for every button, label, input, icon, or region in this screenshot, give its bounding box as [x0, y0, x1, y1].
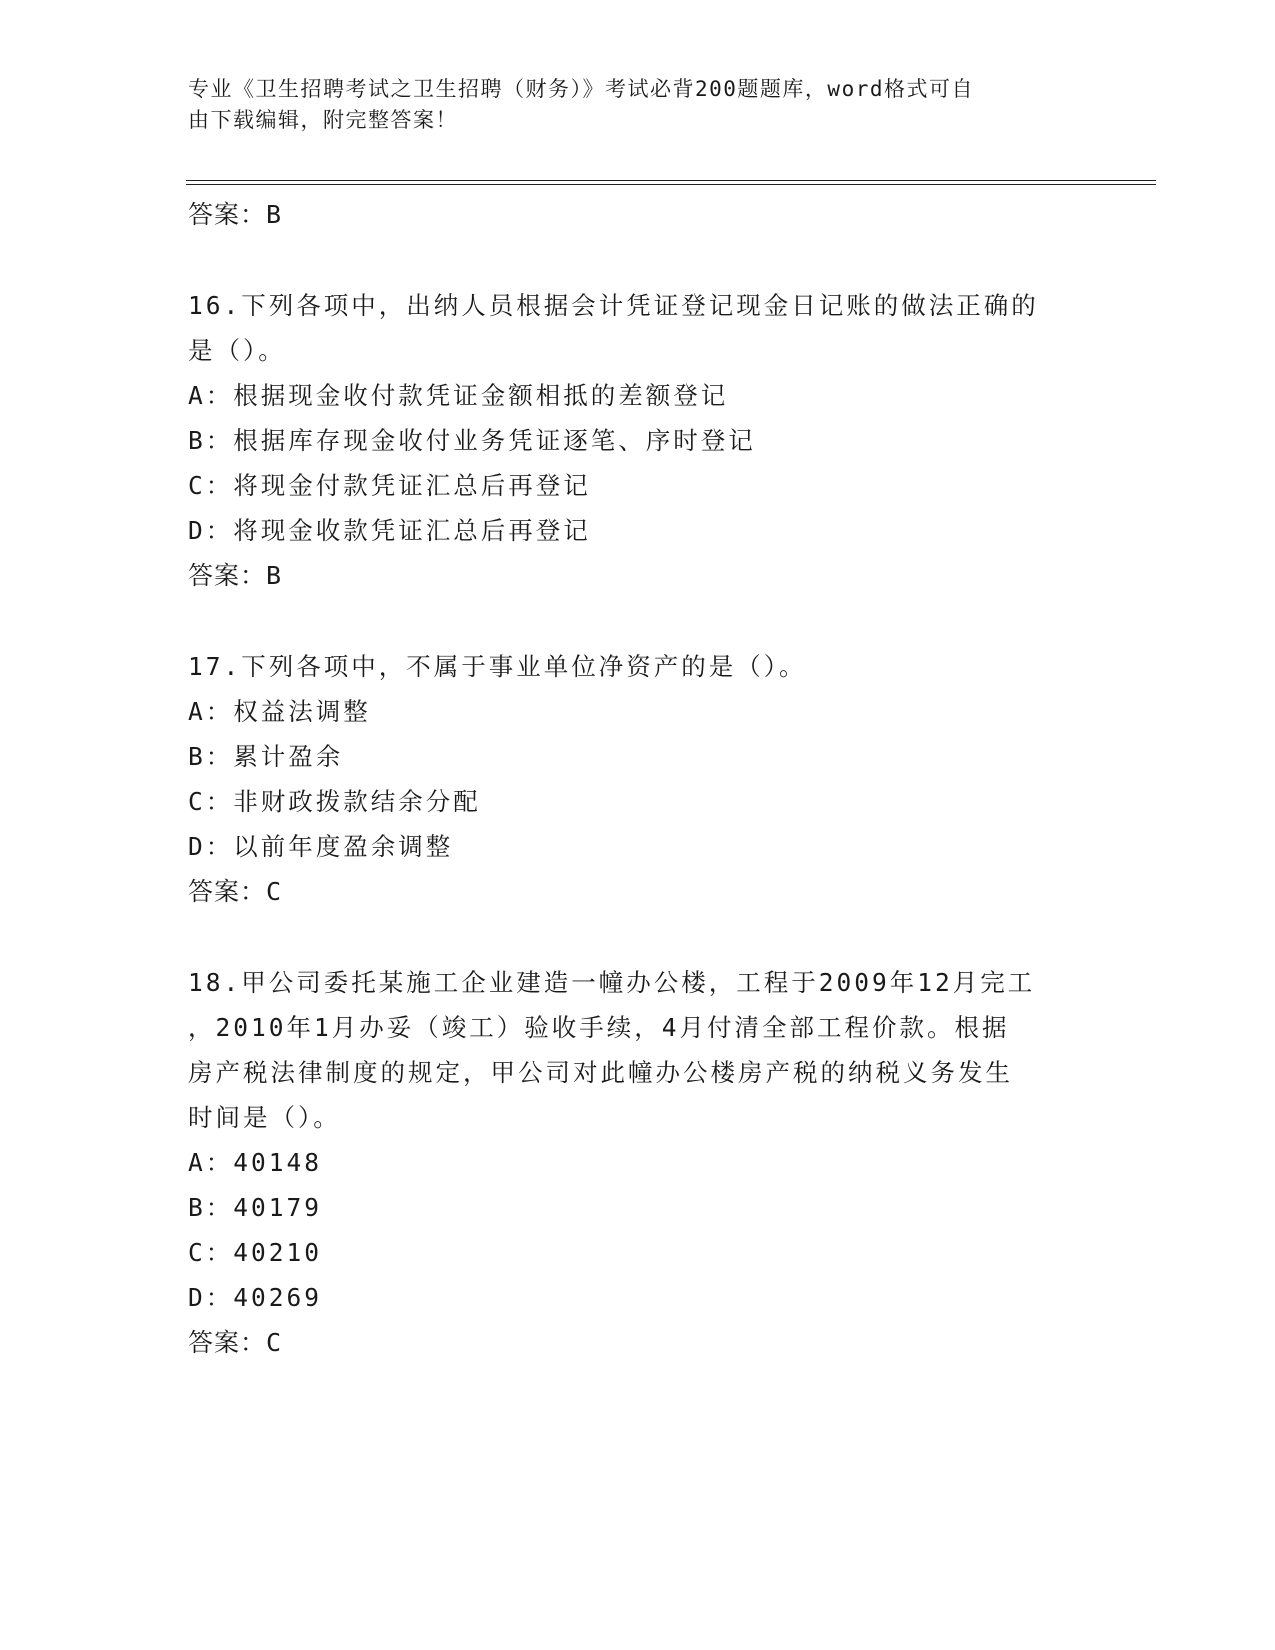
question-stem-line: 16.下列各项中，出纳人员根据会计凭证登记现金日记账的做法正确的: [188, 291, 1039, 320]
spacer: [188, 914, 1088, 960]
option-c: C：40210: [188, 1238, 323, 1267]
option-b: B：累计盈余: [188, 742, 344, 771]
question-16: [188, 283, 1088, 598]
previous-answer: 答案：B: [188, 200, 283, 229]
question-stem-line: 18.甲公司委托某施工企业建造一幢办公楼，工程于2009年12月完工: [188, 968, 1036, 997]
option-c: C：将现金付款凭证汇总后再登记: [188, 471, 591, 500]
document-body: [188, 192, 1088, 1365]
header-line-1: 专业《卫生招聘考试之卫生招聘（财务）》考试必背200题题库，word格式可自: [188, 77, 974, 101]
question-stem-line: ，2010年1月办妥（竣工）验收手续，4月付清全部工程价款。根据: [188, 1013, 1010, 1042]
spacer: [188, 598, 1088, 644]
header-line-2: 由下载编辑，附完整答案！: [188, 108, 458, 132]
question-17: [188, 644, 1088, 914]
option-d: D：以前年度盈余调整: [188, 832, 454, 861]
option-d: D：40269: [188, 1283, 323, 1312]
answer-line: 答案：B: [188, 561, 283, 590]
option-a: A：根据现金收付款凭证金额相抵的差额登记: [188, 381, 729, 410]
answer-line: 答案：C: [188, 1328, 283, 1357]
question-stem-line: 时间是（）。: [188, 1103, 341, 1132]
option-a: A：40148: [188, 1148, 323, 1177]
answer-line: 答案：C: [188, 877, 283, 906]
question-stem-line: 17.下列各项中，不属于事业单位净资产的是（）。: [188, 652, 807, 681]
header-rule-top: [186, 180, 1156, 181]
option-d: D：将现金收款凭证汇总后再登记: [188, 516, 591, 545]
option-b: B：根据库存现金收付业务凭证逐笔、序时登记: [188, 426, 756, 455]
question-18: [188, 960, 1088, 1365]
question-stem-line: 是（）。: [188, 336, 286, 365]
option-a: A：权益法调整: [188, 697, 371, 726]
document-header: [188, 74, 1068, 136]
option-c: C：非财政拨款结余分配: [188, 787, 481, 816]
header-rule-bottom: [186, 184, 1156, 185]
spacer: [188, 237, 1088, 283]
option-b: B：40179: [188, 1193, 323, 1222]
question-stem-line: 房产税法律制度的规定，甲公司对此幢办公楼房产税的纳税义务发生: [188, 1058, 1013, 1087]
